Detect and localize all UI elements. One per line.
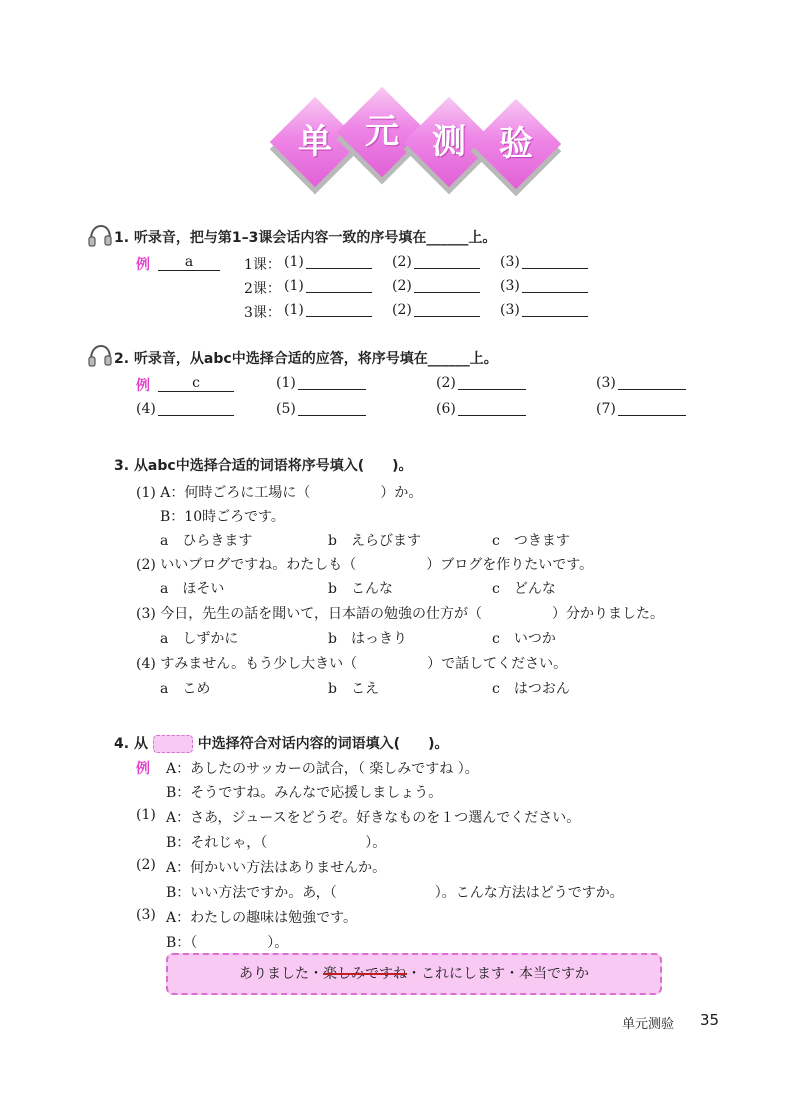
lesson-label: 2课： xyxy=(244,281,281,297)
q3-option[interactable]: a しずかに xyxy=(160,631,239,647)
blank-number: (1) xyxy=(284,278,304,294)
q2-example-answer: c xyxy=(158,375,234,392)
answer-blank[interactable] xyxy=(458,373,526,390)
answer-blank[interactable] xyxy=(298,373,366,390)
blank-number: (1) xyxy=(276,375,296,391)
title-char: 测 xyxy=(432,122,466,162)
word-bank-item: ありました・ xyxy=(239,966,323,982)
dialogue-line: A：わたしの趣味は勉強です。 xyxy=(166,910,357,926)
answer-blank[interactable] xyxy=(458,399,526,416)
q3-item-line: (1) A：何時ごろに工場に（ ）か。 xyxy=(136,485,423,501)
answer-blank[interactable] xyxy=(618,373,686,390)
q3-item-line: (3) 今日，先生の話を聞いて，日本語の勉強の仕方が（ ）分かりました。 xyxy=(136,606,664,622)
q4-item-number: (3) xyxy=(136,907,156,923)
blank-number: (2) xyxy=(392,302,412,318)
answer-blank[interactable] xyxy=(414,300,480,317)
q3-instruction: 从abc中选择合适的词语将序号填入( )。 xyxy=(133,458,413,474)
q1-title xyxy=(114,227,496,247)
q3-number: 3. xyxy=(114,458,130,474)
q3-title xyxy=(114,455,413,475)
q1-number: 1. xyxy=(114,230,130,246)
q3-option[interactable]: c いつか xyxy=(492,631,556,647)
answer-blank[interactable] xyxy=(158,399,234,416)
blank-number: (2) xyxy=(392,254,412,270)
q3-option[interactable]: a ひらきます xyxy=(160,533,253,549)
answer-blank[interactable] xyxy=(522,300,588,317)
blank-number: (4) xyxy=(136,401,156,417)
q4-instruction-post: 中选择符合对话内容的词语填入( )。 xyxy=(197,736,449,752)
q1-instruction: 听录音，把与第1–3课会话内容一致的序号填在______上。 xyxy=(133,230,497,246)
dialogue-line: A：あしたのサッカーの試合，（ 楽しみですね ）。 xyxy=(166,761,479,777)
title-char: 元 xyxy=(365,112,399,152)
answer-blank[interactable] xyxy=(522,252,588,269)
answer-blank[interactable] xyxy=(522,276,588,293)
answer-blank[interactable] xyxy=(618,399,686,416)
blank-number: (7) xyxy=(596,401,616,417)
answer-blank[interactable] xyxy=(306,300,372,317)
headphone-icon[interactable] xyxy=(86,222,114,250)
answer-blank[interactable] xyxy=(298,399,366,416)
q2-title xyxy=(114,348,498,368)
dialogue-line: A：さあ，ジュースをどうぞ。好きなものを１つ選んでください。 xyxy=(166,810,581,826)
q3-item-line: (4) すみません。もう少し大きい（ ）で話してください。 xyxy=(136,656,568,672)
blank-number: (3) xyxy=(500,302,520,318)
answer-blank[interactable] xyxy=(306,276,372,293)
blank-number: (1) xyxy=(284,254,304,270)
answer-blank[interactable] xyxy=(306,252,372,269)
blank-number: (3) xyxy=(596,375,616,391)
q2-instruction: 听录音，从abc中选择合适的应答，将序号填在______上。 xyxy=(133,351,498,367)
q2-number: 2. xyxy=(114,351,130,367)
q1-example-answer: a xyxy=(158,254,220,271)
q1-example-label: 例 xyxy=(136,257,150,273)
dialogue-line: B：そうですね。みんなで応援しましょう。 xyxy=(166,785,443,801)
q4-title xyxy=(114,733,448,753)
q3-option[interactable]: a ほそい xyxy=(160,581,225,597)
q3-option[interactable]: b はっきり xyxy=(328,631,407,647)
lesson-label: 3课： xyxy=(244,305,281,321)
blank-number: (1) xyxy=(284,302,304,318)
headphone-icon[interactable] xyxy=(86,342,114,370)
q4-example-label: 例 xyxy=(136,761,150,777)
q4-item-number: (1) xyxy=(136,807,156,823)
title-char: 验 xyxy=(499,124,533,164)
q3-item-line: (2) いいブログですね。わたしも（ ）ブログを作りたいです。 xyxy=(136,557,594,573)
answer-blank[interactable] xyxy=(414,252,480,269)
lesson-label: 1课： xyxy=(244,257,281,273)
blank-number: (2) xyxy=(392,278,412,294)
blank-number: (6) xyxy=(436,401,456,417)
q3-option[interactable]: c はつおん xyxy=(492,681,570,697)
footer-section-label: 单元测验 xyxy=(622,1017,675,1032)
q3-option[interactable]: a こめ xyxy=(160,681,211,697)
word-bank-item-used: 楽しみですね xyxy=(323,966,407,982)
word-bank-marker xyxy=(153,735,193,753)
dialogue-line: B：それじゃ，（ ）。 xyxy=(166,835,387,851)
q3-option[interactable]: b こんな xyxy=(328,581,393,597)
answer-blank[interactable] xyxy=(414,276,480,293)
word-bank-item: ・これにします・本当ですか xyxy=(407,966,589,982)
q3-option[interactable]: c どんな xyxy=(492,581,556,597)
q2-example-label: 例 xyxy=(136,378,150,394)
page-number: 35 xyxy=(700,1011,720,1029)
dialogue-line: A：何かいい方法はありませんか。 xyxy=(166,860,387,876)
q3-option[interactable]: b えらびます xyxy=(328,533,421,549)
q4-instruction-pre: 从 xyxy=(133,736,148,752)
q4-number: 4. xyxy=(114,736,130,752)
word-bank xyxy=(166,953,662,995)
q4-item-number: (2) xyxy=(136,857,156,873)
title-char: 单 xyxy=(298,122,332,162)
blank-number: (5) xyxy=(276,401,296,417)
dialogue-line: B：（ ）。 xyxy=(166,935,289,951)
blank-number: (3) xyxy=(500,254,520,270)
dialogue-line: B：いい方法ですか。あ，（ ）。こんな方法はどうですか。 xyxy=(166,885,624,901)
q3-item-line: B：10時ごろです。 xyxy=(160,509,285,525)
blank-number: (2) xyxy=(436,375,456,391)
blank-number: (3) xyxy=(500,278,520,294)
q3-option[interactable]: b こえ xyxy=(328,681,379,697)
q3-option[interactable]: c つきます xyxy=(492,533,570,549)
